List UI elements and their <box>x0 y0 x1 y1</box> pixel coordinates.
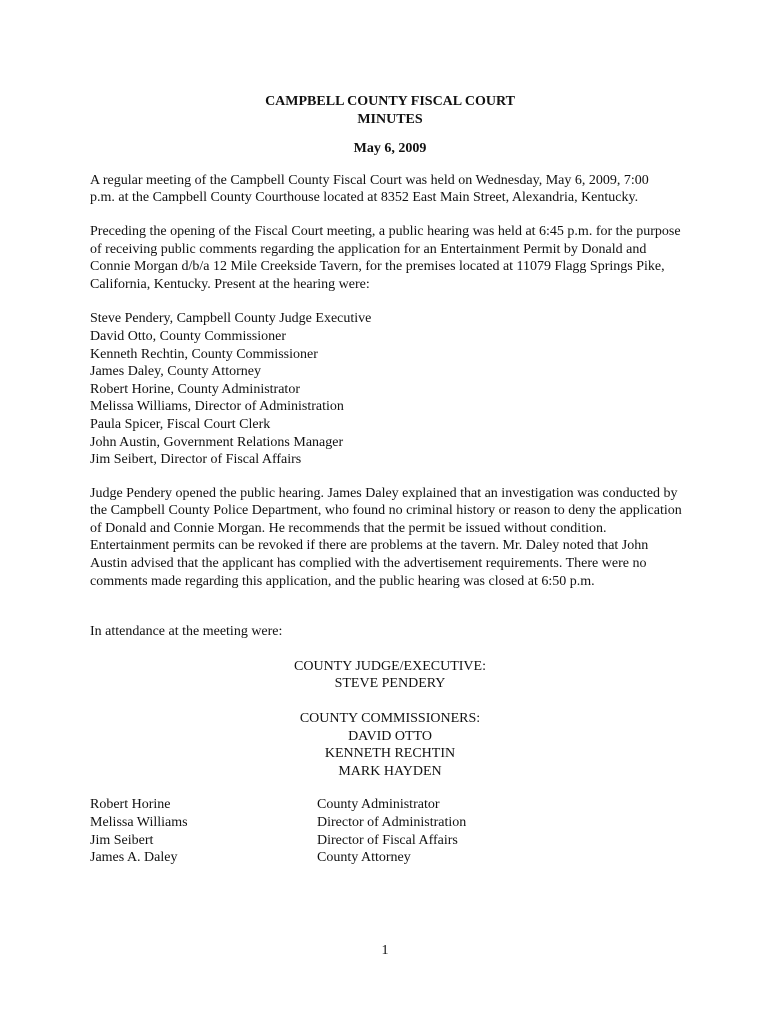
list-item: James Daley, County Attorney <box>90 364 261 380</box>
list-item: Robert Horine, County Administrator <box>90 381 300 397</box>
document-page <box>90 93 690 867</box>
list-item: Steve Pendery, Campbell County Judge Executive <box>90 311 372 327</box>
list-item: Jim Seibert, Director of Fiscal Affairs <box>90 452 302 468</box>
staff-name: Melissa Williams <box>90 815 188 830</box>
staff-title: Director of Fiscal Affairs <box>317 832 458 848</box>
judge-heading: COUNTY JUDGE/EXECUTIVE: <box>294 658 486 674</box>
staff-title: County Administrator <box>317 797 440 813</box>
list-item: Kenneth Rechtin, County Commissioner <box>90 346 318 362</box>
hearing-attendee-list <box>90 310 690 468</box>
officials-block <box>90 658 690 781</box>
list-item: John Austin, Government Relations Manager <box>90 434 344 450</box>
staff-name: Jim Seibert <box>90 832 154 848</box>
judge-name: STEVE PENDERY <box>334 676 446 692</box>
commissioner-name: KENNETH RECHTIN <box>324 746 456 762</box>
list-item: Melissa Williams, Director of Administration <box>90 399 344 415</box>
intro-paragraph: A regular meeting of the Campbell County Fiscal Court was held on Wednesday, May 6, 2009, 7:00 p.m. at the Campbell County Courthouse located at 8352 East Main Street, Alexandria, Kentucky. <box>90 172 649 206</box>
document-header <box>90 93 690 158</box>
court-title: CAMPBELL COUNTY FISCAL COURT <box>265 94 515 109</box>
commissioner-name: DAVID OTTO <box>348 728 432 744</box>
commissioners-heading: COUNTY COMMISSIONERS: <box>299 711 481 727</box>
page-number: 1 <box>381 943 389 958</box>
commissioner-name: MARK HAYDEN <box>338 763 442 779</box>
staff-title: Director of Administration <box>317 815 467 830</box>
staff-title: County Attorney <box>317 850 411 866</box>
attendance-intro: In attendance at the meeting were: <box>90 624 283 640</box>
hearing-paragraph: Preceding the opening of the Fiscal Court meeting, a public hearing was held at 6:45 p.m. for the purpose of receiving public comments regarding the application for an Entertainment Permit by Donald and Connie Morgan d/b/a 12 Mile Creekside Tavern, for the premises located at 11079 Flagg Springs Pike, California, Kentucky. Present at the hearing were: <box>90 223 681 292</box>
list-item: Paula Spicer, Fiscal Court Clerk <box>90 416 271 432</box>
staff-name: James A. Daley <box>90 850 178 866</box>
hearing-summary-paragraph: Judge Pendery opened the public hearing. James Daley explained that an investigation was conducted by the Campbell County Police Department, who found no criminal history or reason to deny the application of Donald and Connie Morgan. He recommends that the permit be issued without condition. Entertainment permits can be revoked if there are problems at the tavern. Mr. Daley noted that John Austin advised that the applicant has complied with the advertisement requirements. There were no comments made regarding this application, and the public hearing was closed at 6:50 p.m. <box>90 485 682 589</box>
minutes-title: MINUTES <box>357 111 423 127</box>
staff-table <box>90 796 690 866</box>
staff-name: Robert Horine <box>90 797 171 813</box>
list-item: David Otto, County Commissioner <box>90 328 286 344</box>
meeting-date: May 6, 2009 <box>353 141 427 157</box>
